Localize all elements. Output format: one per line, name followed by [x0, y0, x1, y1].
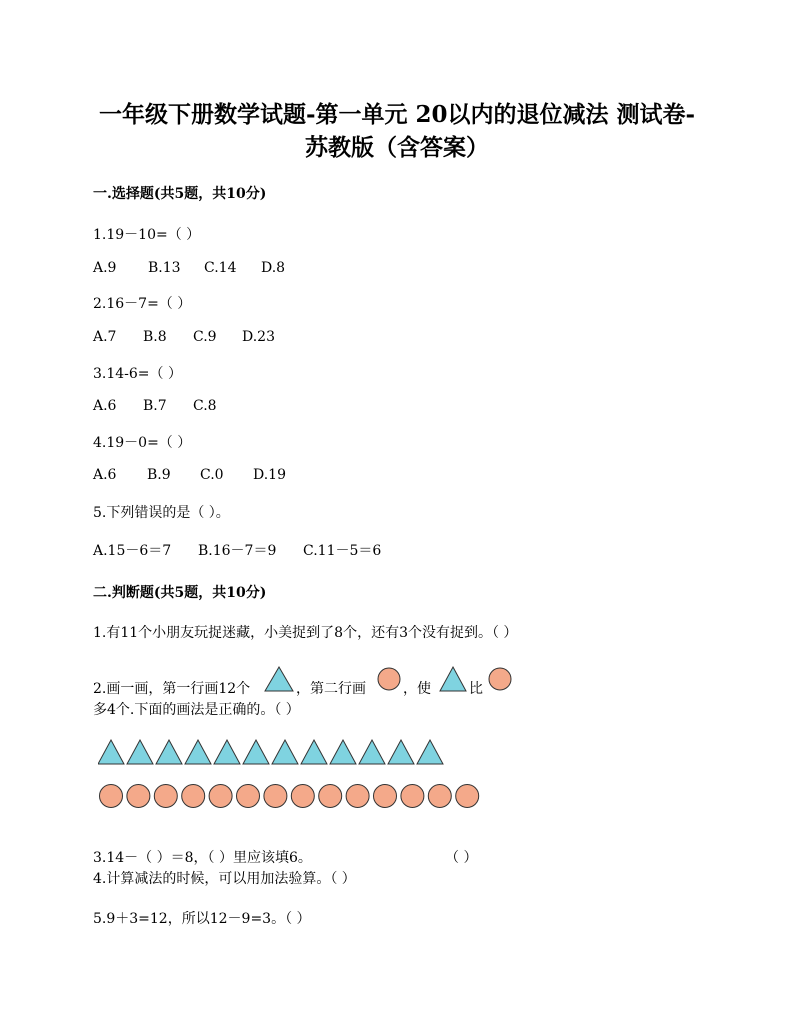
q5-option-c: C.11－5＝6: [303, 543, 382, 559]
circle-icon: [291, 785, 314, 808]
judge-q2-part2: ，第二行画: [296, 681, 366, 697]
q5-stem: 5.下列错误的是（ ）。: [93, 505, 230, 521]
circle-icon-inline-2: [488, 667, 512, 691]
q5-option-b: B.16－7＝9: [198, 543, 277, 559]
judge-q2-part4: 比: [469, 681, 483, 697]
circle-icon: [346, 785, 369, 808]
q2-option-b: B.8: [143, 329, 167, 345]
q4-option-a: A.6: [93, 467, 117, 483]
triangle-icon: [359, 740, 385, 764]
triangle-icon: [330, 740, 356, 764]
triangle-icon: [98, 740, 124, 764]
q2-stem: 2.16－7=（ ）: [93, 296, 192, 312]
circle-row-svg: [99, 783, 499, 809]
triangle-icon: [127, 740, 153, 764]
q5-option-a: A.15－6＝7: [93, 543, 172, 559]
judge-q2-part3: ，使: [403, 681, 431, 697]
page-title-line2: 苏教版（含答案）: [305, 134, 489, 161]
circle-icon: [374, 785, 397, 808]
q3-option-c: C.8: [193, 398, 217, 414]
circle-row: [99, 783, 499, 809]
circle-icon: [237, 785, 260, 808]
circle-icon: [182, 785, 205, 808]
q4-option-b: B.9: [147, 467, 171, 483]
triangle-icon: [156, 740, 182, 764]
judge-q4: 4.计算减法的时候，可以用加法验算。（ ）: [93, 871, 356, 887]
q1-option-a: A.9: [93, 260, 117, 276]
q2-option-a: A.7: [93, 329, 117, 345]
q4-stem: 4.19－0=（ ）: [93, 435, 192, 451]
circle-icon: [456, 785, 479, 808]
circle-icon: [154, 785, 177, 808]
judge-q1: 1.有11个小朋友玩捉迷藏，小美捉到了8个，还有3个没有捉到。（ ）: [93, 625, 518, 641]
triangle-icon: [388, 740, 414, 764]
circle-icon: [401, 785, 424, 808]
judge-q5: 5.9＋3=12，所以12－9=3。（ ）: [93, 911, 311, 927]
circle-icon: [264, 785, 287, 808]
triangle-icon: [272, 740, 298, 764]
judge-q2-line2: 多4个.下面的画法是正确的。（ ）: [93, 702, 300, 718]
triangle-row: [98, 739, 458, 765]
triangle-icon: [214, 740, 240, 764]
q1-option-d: D.8: [261, 260, 286, 276]
judge-q2-part1: 2.画一画，第一行画12个: [93, 681, 251, 697]
section2-heading: 二.判断题(共5题，共10分): [93, 585, 267, 601]
section1-heading: 一.选择题(共5题，共10分): [93, 186, 267, 202]
q1-option-b: B.13: [148, 260, 181, 276]
q3-option-b: B.7: [143, 398, 167, 414]
circle-icon: [209, 785, 232, 808]
circle-icon: [100, 785, 123, 808]
q3-stem: 3.14-6=（ ）: [93, 366, 182, 382]
circle-icon-inline: [377, 667, 401, 691]
q3-option-a: A.6: [93, 398, 117, 414]
page-title-line1: 一年级下册数学试题-第一单元 20以内的退位减法 测试卷-: [98, 101, 696, 128]
judge-q3: 3.14－（ ）＝8，（ ）里应该填6。: [93, 850, 312, 866]
triangle-icon: [417, 740, 443, 764]
q1-stem: 1.19－10=（ ）: [93, 227, 201, 243]
triangle-row-svg: [98, 739, 458, 765]
q4-option-c: C.0: [200, 467, 224, 483]
triangle-icon: [185, 740, 211, 764]
q1-option-c: C.14: [204, 260, 237, 276]
triangle-icon-inline-2: [439, 666, 467, 692]
q4-option-d: D.19: [253, 467, 286, 483]
q2-option-d: D.23: [242, 329, 275, 345]
judge-q3-answer-bracket: （ ）: [445, 850, 478, 866]
triangle-icon: [301, 740, 327, 764]
triangle-icon: [243, 740, 269, 764]
q2-option-c: C.9: [193, 329, 217, 345]
circle-icon: [319, 785, 342, 808]
circle-icon: [127, 785, 150, 808]
triangle-icon-inline: [264, 666, 294, 692]
circle-icon: [428, 785, 451, 808]
